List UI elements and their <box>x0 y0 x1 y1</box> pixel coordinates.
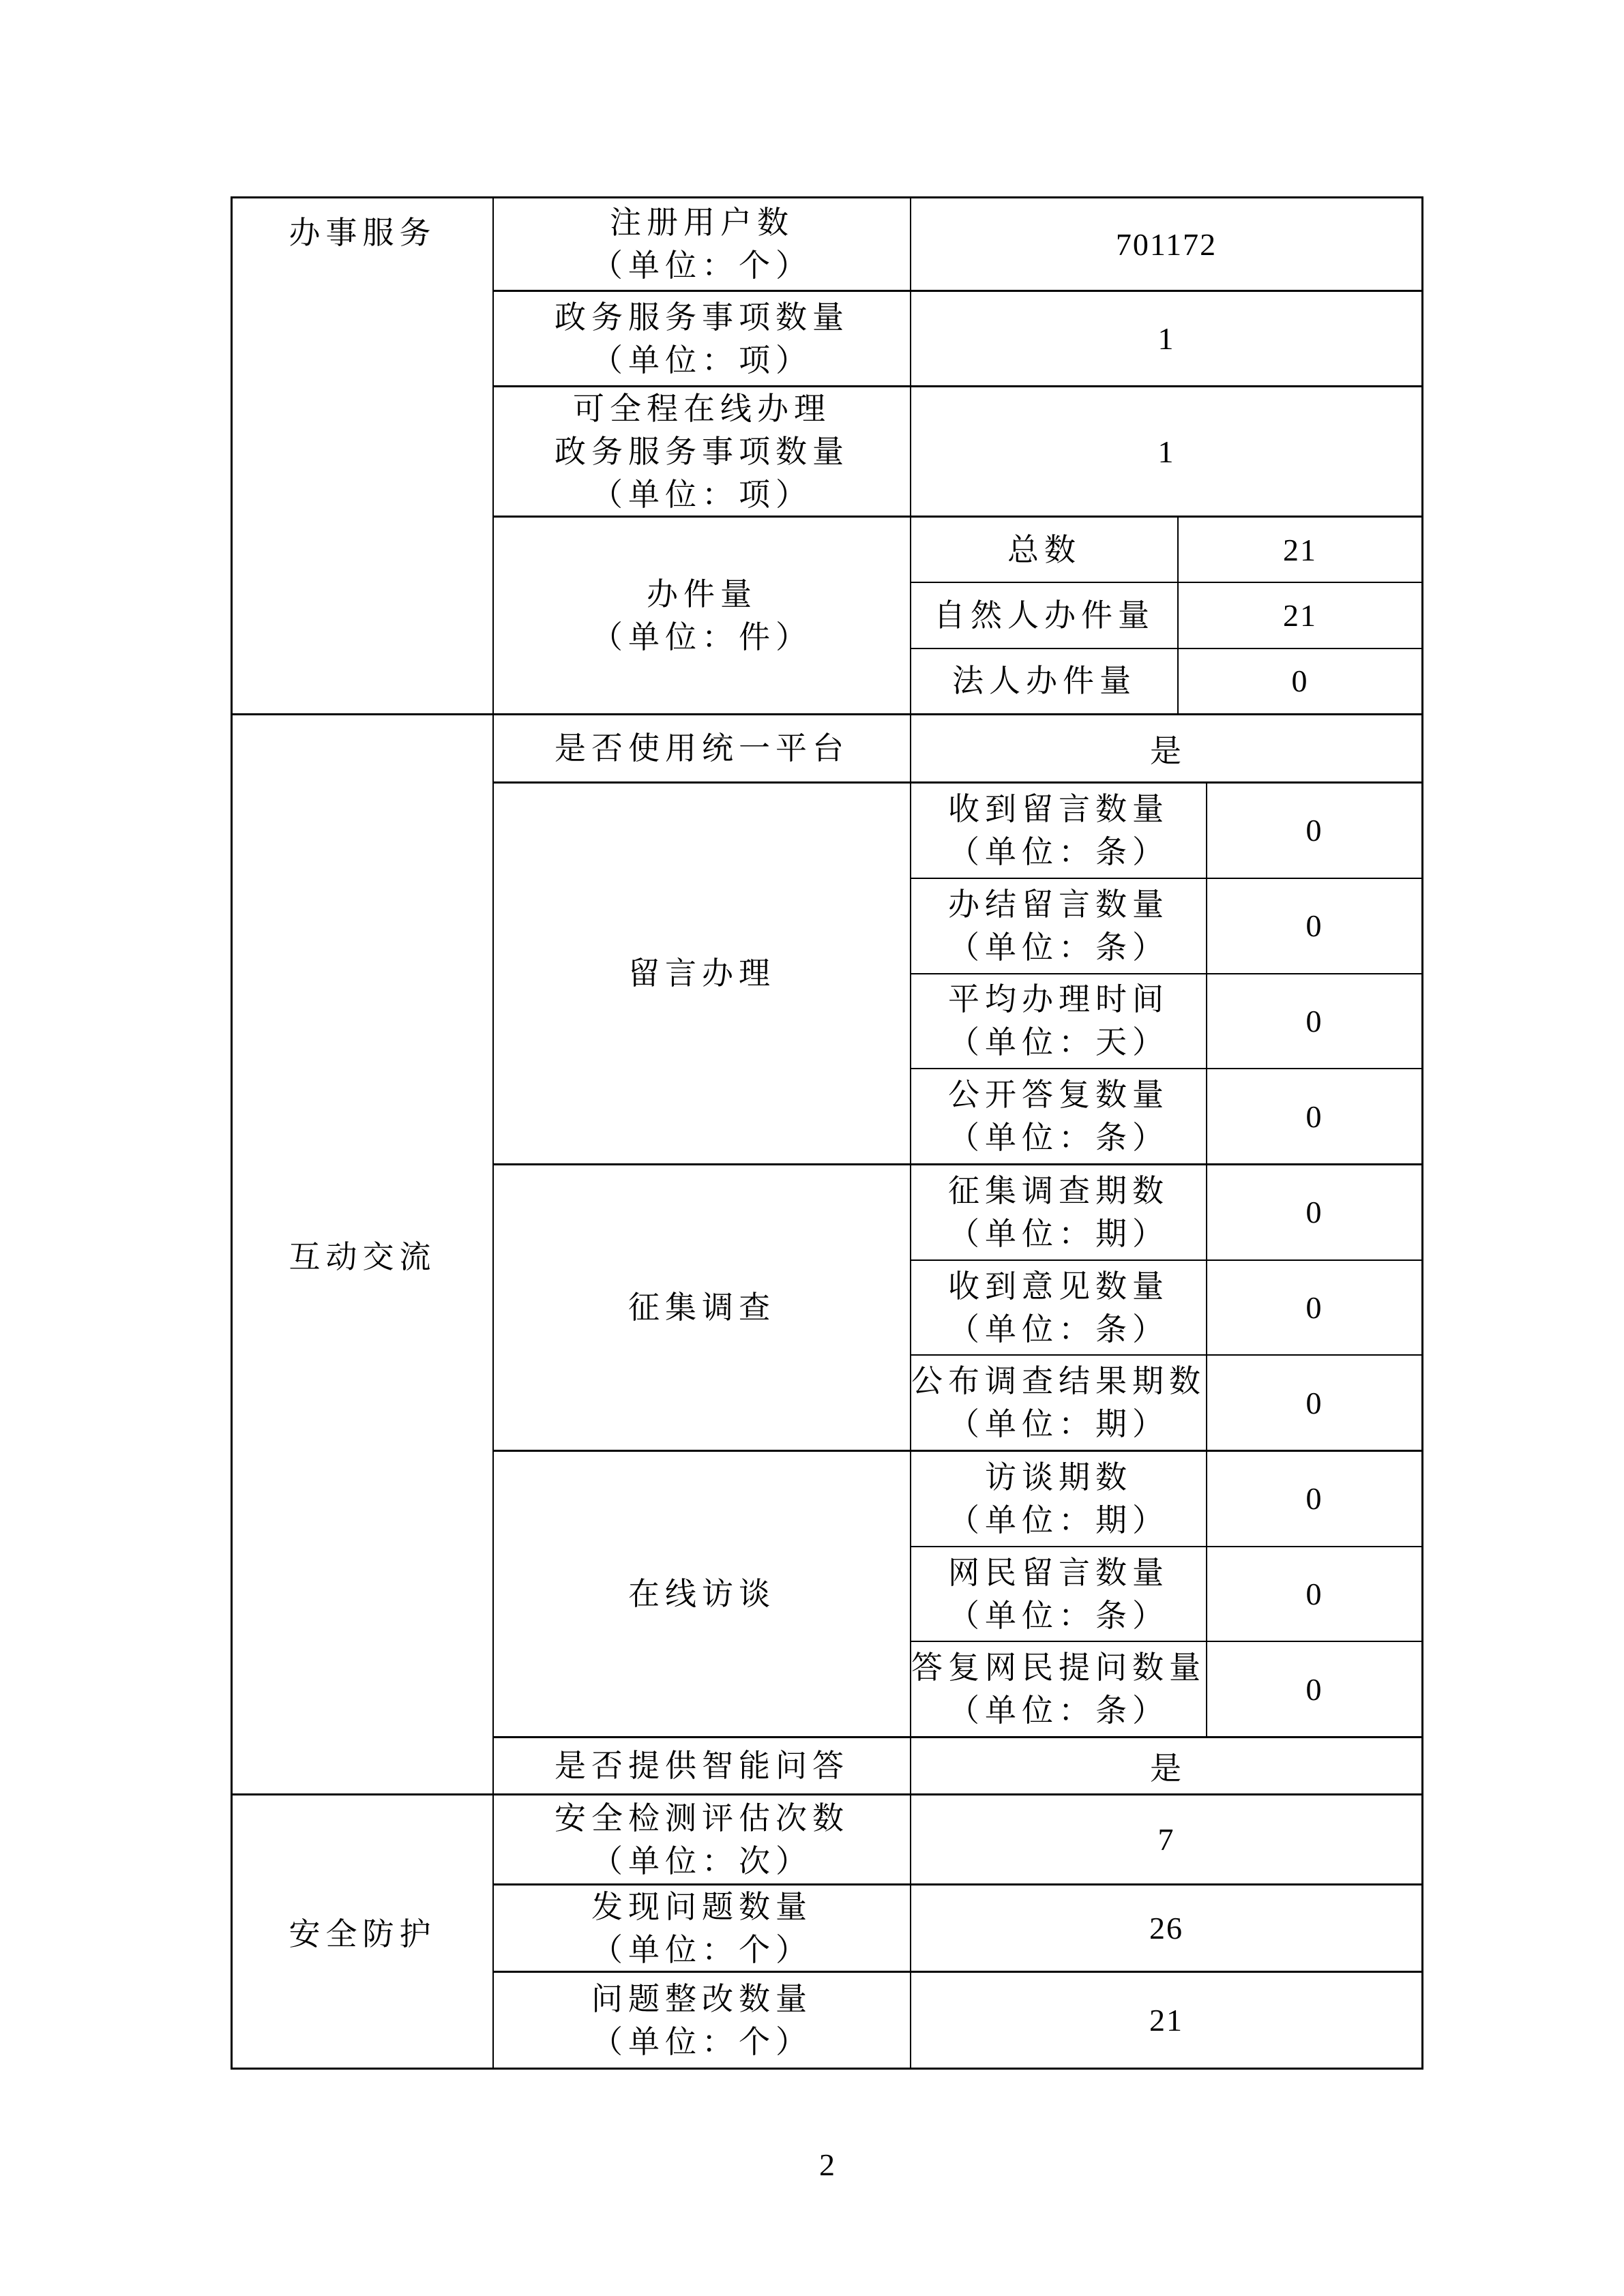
subrow-value: 0 <box>1305 1003 1323 1039</box>
row-value: 21 <box>1149 2003 1183 2038</box>
subrow-label <box>911 784 1207 878</box>
category-cell <box>233 715 494 1793</box>
section-rows <box>494 715 1421 1793</box>
table-subrow <box>911 973 1421 1069</box>
label-line: 留言办理 <box>628 956 776 991</box>
row-label <box>494 198 911 290</box>
table-subrow <box>911 582 1421 647</box>
subrow-value: 0 <box>1305 1290 1323 1325</box>
label-line: （单位：条） <box>948 1693 1169 1729</box>
label-line: （单位：条） <box>948 834 1169 869</box>
label-line: 自然人办件量 <box>934 597 1155 633</box>
table-row <box>494 1450 1421 1736</box>
row-value: 7 <box>1157 1822 1175 1857</box>
label-line: 是否提供智能问答 <box>555 1748 849 1783</box>
label-line: （单位：项） <box>591 342 812 378</box>
row-label <box>494 1885 911 1971</box>
subrow-label <box>911 583 1179 647</box>
subrow-label <box>911 1261 1207 1355</box>
subrow-value: 0 <box>1305 1195 1323 1230</box>
subrows <box>911 784 1421 1163</box>
label-line: （单位：个） <box>591 1932 812 1967</box>
label-line: 网民留言数量 <box>948 1555 1169 1590</box>
label-line: 法人办件量 <box>952 664 1136 699</box>
label-line: 办结留言数量 <box>948 886 1169 922</box>
label-line: 发现问题数量 <box>591 1889 812 1924</box>
table-subrow <box>911 518 1421 582</box>
label-line: 访谈期数 <box>985 1459 1132 1495</box>
section-rows <box>494 198 1421 713</box>
row-label <box>494 292 911 385</box>
table-subrow <box>911 878 1421 973</box>
subrow-label <box>911 1452 1207 1546</box>
label-line: （单位：项） <box>591 477 812 512</box>
table-row <box>494 1795 1421 1883</box>
table-subrow <box>911 1165 1421 1259</box>
subrow-value: 0 <box>1305 1671 1323 1707</box>
category-cell <box>233 1795 494 2068</box>
label-line: 答复网民提问数量 <box>911 1650 1206 1686</box>
table-subrow <box>911 1546 1421 1641</box>
subrows <box>911 1165 1421 1450</box>
report-table <box>231 196 1423 2070</box>
row-label <box>494 784 911 1163</box>
row-value: 1 <box>1157 434 1175 469</box>
label-line: 在线访谈 <box>628 1577 776 1611</box>
row-value: 26 <box>1149 1911 1183 1945</box>
subrow-value: 21 <box>1283 532 1317 567</box>
row-label <box>494 1165 911 1450</box>
label-line: 平均办理时间 <box>948 982 1169 1017</box>
subrow-value: 0 <box>1305 1099 1323 1134</box>
table-row <box>494 1736 1421 1793</box>
table-subrow <box>911 1354 1421 1450</box>
subrow-label <box>911 879 1207 973</box>
table-row <box>494 198 1421 290</box>
label-line: （单位：条） <box>948 1598 1169 1633</box>
category-label: 安全防护 <box>289 1916 437 1952</box>
subrow-value: 0 <box>1305 813 1323 848</box>
table-subrow <box>911 648 1421 713</box>
label-line: （单位：个） <box>591 248 812 283</box>
label-line: 公布调查结果期数 <box>911 1364 1206 1399</box>
subrow-label <box>911 1356 1207 1450</box>
subrow-label <box>911 1642 1207 1736</box>
subrows <box>911 1452 1421 1736</box>
row-label <box>494 387 911 516</box>
label-line: （单位：件） <box>591 619 812 655</box>
table-row <box>494 516 1421 713</box>
section-service <box>233 198 1421 713</box>
label-line: 是否使用统一平台 <box>555 731 849 766</box>
label-line: 总数 <box>1007 532 1081 567</box>
label-line: （单位：个） <box>591 2024 812 2059</box>
label-line: 可全程在线办理 <box>573 391 831 426</box>
table-row <box>494 1971 1421 2068</box>
table-row <box>494 1163 1421 1450</box>
table-row <box>494 781 1421 1163</box>
subrow-value: 0 <box>1305 1577 1323 1611</box>
table-row <box>494 715 1421 781</box>
label-line: （单位：期） <box>948 1407 1169 1442</box>
label-line: 办件量 <box>647 576 757 612</box>
label-line: （单位：天） <box>948 1025 1169 1060</box>
row-label <box>494 518 911 713</box>
subrow-label <box>911 1165 1207 1259</box>
row-label <box>494 1795 911 1883</box>
label-line: （单位：期） <box>948 1216 1169 1251</box>
table-row <box>494 385 1421 516</box>
label-line: 政务服务事项数量 <box>555 434 849 469</box>
subrow-label <box>911 649 1179 713</box>
table-subrow <box>911 1068 1421 1163</box>
subrow-value: 0 <box>1305 1385 1323 1420</box>
table-subrow <box>911 784 1421 878</box>
subrow-value: 0 <box>1305 1481 1323 1517</box>
row-value: 1 <box>1157 321 1175 356</box>
row-label <box>494 1973 911 2068</box>
subrow-label <box>911 518 1179 582</box>
row-label <box>494 1452 911 1736</box>
row-label <box>494 1738 911 1793</box>
section-interaction <box>233 713 1421 1793</box>
label-line: 问题整改数量 <box>591 1981 812 2016</box>
row-label <box>494 715 911 781</box>
row-value: 是 <box>1150 1750 1183 1786</box>
label-line: （单位：次） <box>591 1843 812 1879</box>
category-cell <box>233 198 494 713</box>
category-label: 互动交流 <box>289 1239 437 1274</box>
label-line: 征集调查期数 <box>948 1173 1169 1208</box>
label-line: （单位：条） <box>948 929 1169 965</box>
table-row <box>494 290 1421 385</box>
subrows <box>911 518 1421 713</box>
subrow-value: 21 <box>1283 597 1317 633</box>
category-label: 办事服务 <box>289 215 437 250</box>
table-row <box>494 1883 1421 1971</box>
label-line: 收到留言数量 <box>948 791 1169 826</box>
table-subrow <box>911 1452 1421 1546</box>
label-line: （单位：期） <box>948 1502 1169 1538</box>
label-line: （单位：条） <box>948 1120 1169 1156</box>
label-line: 公开答复数量 <box>948 1077 1169 1113</box>
page-number: 2 <box>819 2147 835 2182</box>
label-line: 征集调查 <box>628 1290 776 1325</box>
row-value: 701172 <box>1115 226 1217 262</box>
table-subrow <box>911 1641 1421 1736</box>
label-line: 政务服务事项数量 <box>555 299 849 335</box>
subrow-label <box>911 1547 1207 1641</box>
subrow-label <box>911 1069 1207 1163</box>
table-subrow <box>911 1259 1421 1355</box>
label-line: 注册用户数 <box>610 205 794 240</box>
section-security <box>233 1793 1421 2068</box>
label-line: （单位：条） <box>948 1311 1169 1347</box>
subrow-label <box>911 974 1207 1069</box>
subrow-value: 0 <box>1305 908 1323 944</box>
label-line: 安全检测评估次数 <box>555 1800 849 1836</box>
section-rows <box>494 1795 1421 2068</box>
label-line: 收到意见数量 <box>948 1268 1169 1304</box>
subrow-value: 0 <box>1291 664 1309 699</box>
row-value: 是 <box>1150 733 1183 769</box>
